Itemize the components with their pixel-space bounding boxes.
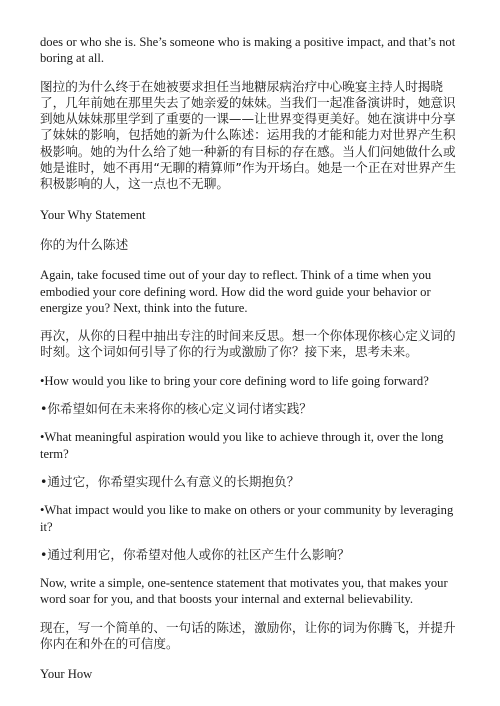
paragraph-intro-english: does or who she is. She’s someone who is making a positive impact, and that’s not boring at all. xyxy=(40,35,456,66)
bullet-bring-to-life-english: •How would you like to bring your core defining word to life going forward? xyxy=(40,373,429,388)
paragraph-reflect-english: Again, take focused time out of your day to reflect. Think of a time when you embodied your core defining word. How did the word guide your behavior or energize you? Next, think into the future. xyxy=(40,268,432,315)
paragraph-write-statement-chinese: 现在，写一个简单的、一句话的陈述，激励你，让你的词为你腾飞，并提升你内在和外在的可信度。 xyxy=(40,619,456,652)
document-page xyxy=(40,34,464,683)
bullet-aspiration-english: •What meaningful aspiration would you like to achieve through it, over the long term? xyxy=(40,430,444,461)
bullet-impact-english: •What impact would you like to make on others or your community by leveraging it? xyxy=(40,503,454,534)
paragraph-reflect-chinese: 再次，从你的日程中抽出专注的时间来反思。想一个你体现你核心定义词的时刻。这个词如何引导了你的行为或激励了你？接下来，思考未来。 xyxy=(40,328,456,360)
paragraph-write-statement-english: Now, write a simple, one-sentence statement that motivates you, that makes your word soar for you, and that boosts your internal and external believability. xyxy=(40,576,448,607)
heading-why-statement-chinese: 你的为什么陈述 xyxy=(40,236,129,252)
heading-why-statement-english: Your Why Statement xyxy=(40,207,146,222)
heading-your-how: Your How xyxy=(40,667,93,682)
paragraph-intro-chinese: 图拉的为什么终于在她被要求担任当地糖尿病治疗中心晚宴主持人时揭晓了，几年前她在那里失去了她亲爱的妹妹。当我们一起准备演讲时，她意识到她从妹妹那里学到了重要的一课——让世界变得更美好。她在演讲中分享了妹妹的影响，包括她的新为什么陈述：运用我的才能和能力对世界产生积极影响。她的为什么给了她一种新的有目标的存在感。当人们问她做什么或她是谁时，她不再用“无聊的精算师”作为开场白。她是一个正在对世界产生积极影响的人，这一点也不无聊。 xyxy=(40,78,457,192)
bullet-impact-chinese: •通过利用它，你希望对他人或你的社区产生什么影响？ xyxy=(40,546,350,562)
bullet-aspiration-chinese: •通过它，你希望实现什么有意义的长期抱负？ xyxy=(40,473,300,489)
bullet-bring-to-life-chinese: •你希望如何在未来将你的核心定义词付诸实践？ xyxy=(40,401,312,417)
